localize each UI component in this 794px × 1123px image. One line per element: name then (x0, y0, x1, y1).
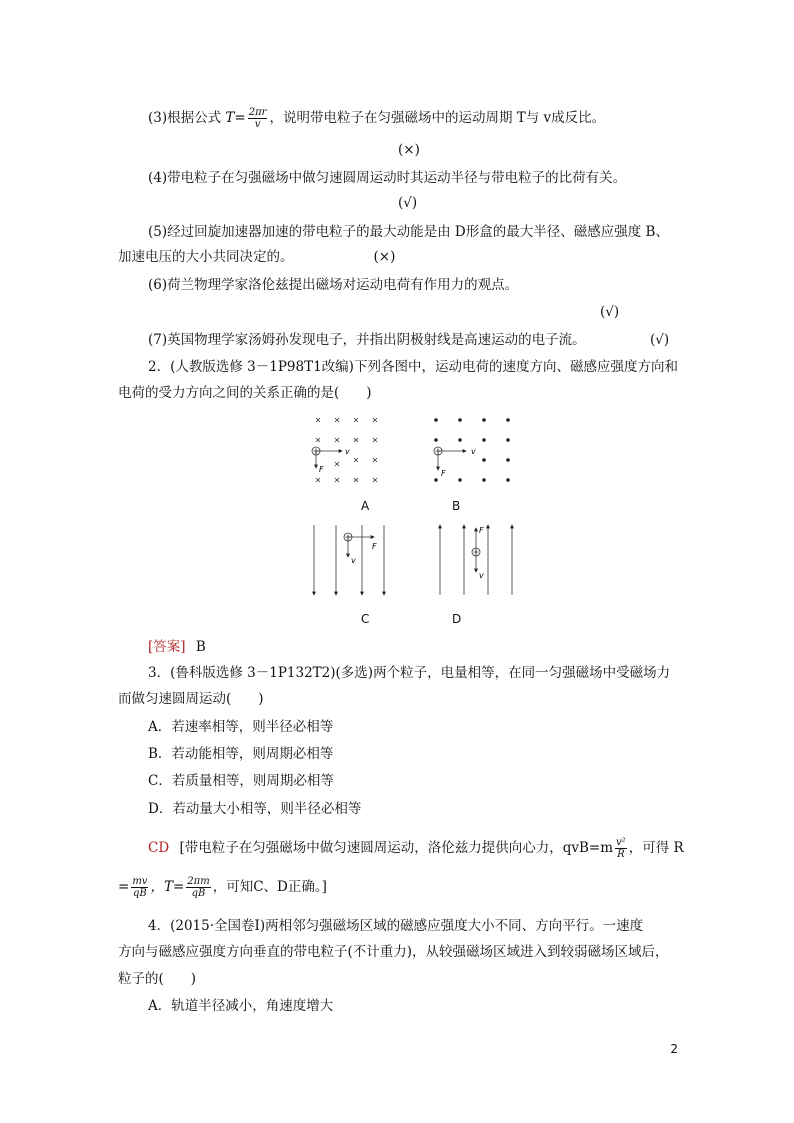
cross-mark (373, 478, 377, 482)
dot-mark (458, 418, 462, 422)
q2-answer: [答案] B (148, 639, 206, 655)
panel-c (314, 525, 384, 595)
q4-line1: 4．(2015·全国卷Ⅰ)两相邻匀强磁场区域的磁感应强度大小不同、方向平行。一速度 (148, 918, 644, 934)
q2-line2: 电荷的受力方向之间的关系正确的是( ) (118, 385, 372, 401)
q4-line3: 粒子的( ) (118, 971, 197, 987)
label-v-a: v (345, 447, 350, 456)
page-number: 2 (670, 1042, 678, 1056)
dot-mark (458, 478, 462, 482)
statement-4: (4)带电粒子在匀强磁场中做匀速圆周运动时其运动半径与带电粒子的比荷有关。 (148, 170, 627, 186)
q4-option-a: A．轨道半径减小，角速度增大 (148, 998, 334, 1014)
label-f-b: F (441, 469, 446, 478)
label-a: A (361, 499, 370, 513)
cross-mark (335, 462, 339, 466)
dot-mark (482, 458, 486, 462)
cross-mark (316, 478, 320, 482)
dot-mark (434, 478, 438, 482)
mark-6: (√) (600, 304, 620, 320)
formula-period: $\frac{2\pi r}{v}$ (248, 107, 267, 130)
panel-d (440, 525, 512, 595)
cross-mark (354, 478, 358, 482)
q2-line1: 2．(人教版选修 3－1P98T1改编)下列各图中，运动电荷的速度方向、磁感应强度方向和 (148, 359, 678, 375)
dot-mark (458, 438, 462, 442)
statement-3: (3)根据公式 T= $\frac{2\pi r}{v}$ ，说明带电粒子在匀强磁场中的运动周期 T与 v成反比。 (148, 107, 606, 130)
mark-4: (√) (398, 195, 418, 211)
q3-solution-line2: = $\frac{mv}{qB}$ ，T= $\frac{2\pi m}{qB}$ ，可知C、D正确。] (118, 876, 327, 899)
q3-line1: 3．(鲁科版选修 3－1P132T2)(多选)两个粒子，电量相等，在同一匀强磁场中受磁场力 (148, 665, 671, 681)
dot-mark (482, 478, 486, 482)
label-f-a: F (319, 465, 324, 474)
mark-7: (√) (650, 332, 670, 348)
label-v-b: v (471, 447, 476, 456)
label-v-c: v (351, 556, 356, 565)
label-d: D (452, 612, 462, 626)
mark-3: (×) (398, 142, 420, 158)
cross-mark (373, 438, 377, 442)
dot-mark (434, 418, 438, 422)
q3-option-a: A．若速率相等，则半径必相等 (148, 719, 334, 735)
cross-mark (335, 478, 339, 482)
q3-option-d: D．若动量大小相等，则半径必相等 (148, 801, 362, 817)
statement-6: (6)荷兰物理学家洛伦兹提出磁场对运动电荷有作用力的观点。 (148, 277, 519, 293)
q4-line2: 方向与磁感应强度方向垂直的带电粒子(不计重力)，从较强磁场区域进入到较弱磁场区域后， (118, 944, 669, 960)
label-c: C (361, 612, 370, 626)
q2-figure (290, 410, 530, 630)
cross-mark (373, 418, 377, 422)
cross-mark (316, 418, 320, 422)
dot-mark (482, 438, 486, 442)
cross-mark (316, 438, 320, 442)
statement-5-line2: 加速电压的大小共同决定的。 (×) (118, 249, 396, 265)
label-f-d: F (479, 526, 484, 535)
statement-5-line1: (5)经过回旋加速器加速的带电粒子的最大动能是由 D形盒的最大半径、磁感应强度 B、 (148, 224, 669, 240)
label-f-c: F (372, 542, 377, 551)
q3-solution-line1: CD [带电粒子在匀强磁场中做匀速圆周运动，洛伦兹力提供向心力，qvB=m $\frac{\text{v²}}{R}$ ，可得 R (148, 837, 684, 860)
q3-option-c: C．若质量相等，则周期必相等 (148, 773, 334, 789)
q3-line2: 而做匀速圆周运动( ) (118, 691, 264, 707)
cross-mark (335, 438, 339, 442)
cross-mark (354, 438, 358, 442)
label-b: B (452, 499, 461, 513)
dot-mark (506, 478, 510, 482)
dot-mark (506, 438, 510, 442)
dot-mark (482, 418, 486, 422)
cross-mark (354, 418, 358, 422)
statement-7: (7)英国物理学家汤姆孙发现电子，并指出阴极射线是高速运动的电子流。 (148, 332, 586, 348)
cross-mark (335, 418, 339, 422)
cross-mark (373, 458, 377, 462)
label-v-d: v (479, 571, 484, 580)
dot-mark (434, 438, 438, 442)
cross-mark (354, 458, 358, 462)
dot-mark (506, 458, 510, 462)
dot-mark (506, 418, 510, 422)
q3-option-b: B．若动能相等，则周期必相等 (148, 746, 334, 762)
